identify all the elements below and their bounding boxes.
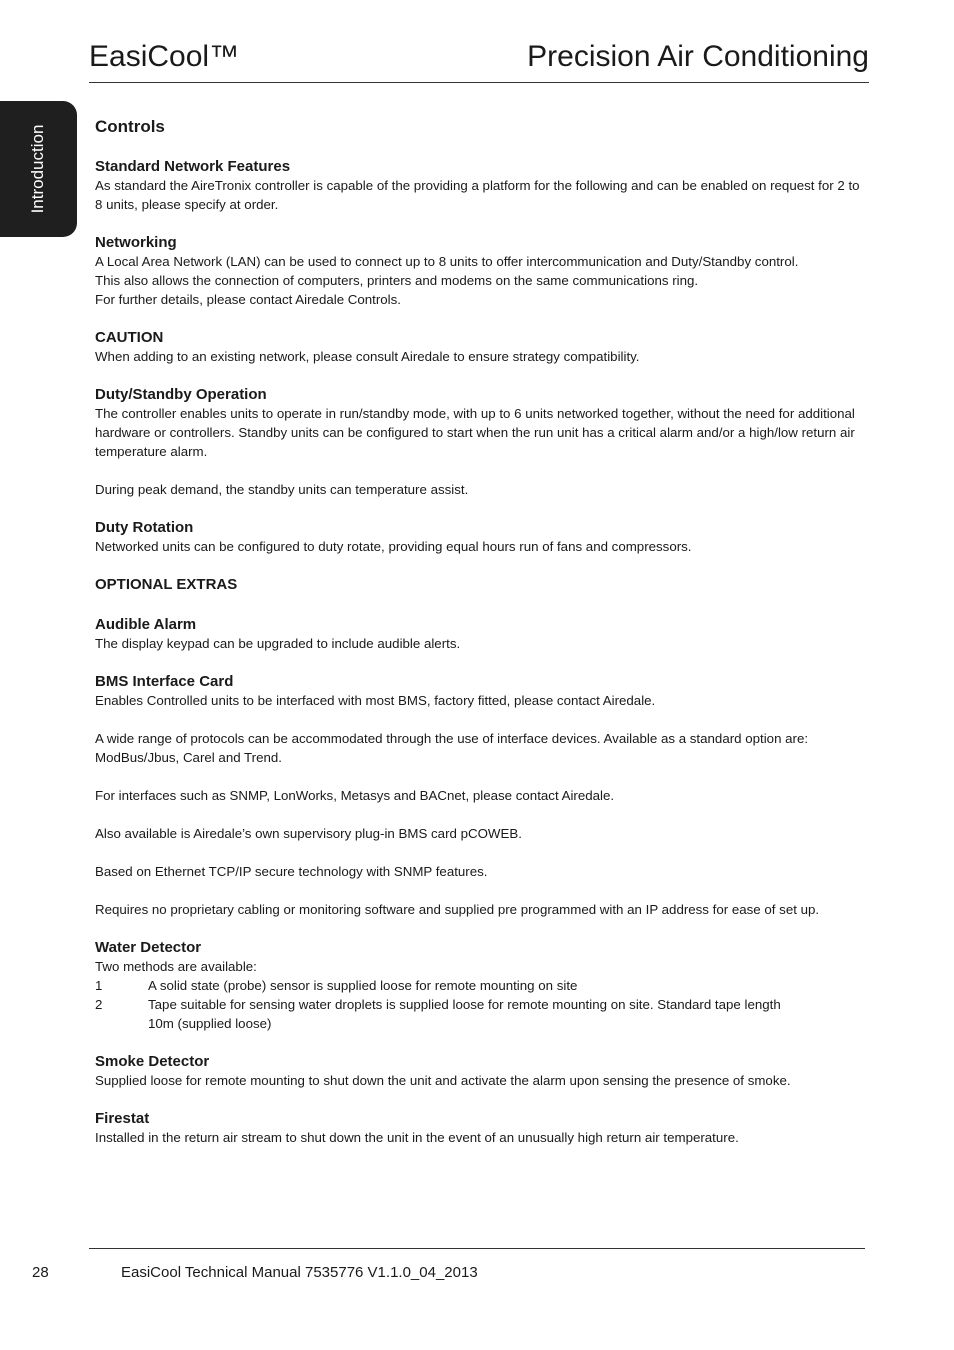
- bms-card-para-1: Enables Controlled units to be interfaced with most BMS, factory fitted, please contact Airedale.: [95, 693, 656, 708]
- standard-network-section: [95, 157, 865, 214]
- bms-card-para-6: Requires no proprietary cabling or monitoring software and supplied pre programmed with an IP address for ease of set up.: [95, 902, 820, 917]
- list-item-number: 1: [95, 978, 103, 993]
- side-tab-introduction: [0, 101, 77, 237]
- audible-alarm-text: The display keypad can be upgraded to include audible alerts.: [95, 636, 461, 651]
- bms-card-section: [95, 672, 865, 919]
- caution-text: When adding to an existing network, please consult Airedale to ensure strategy compatibility.: [95, 349, 640, 364]
- side-tab-label: Introduction: [28, 124, 47, 214]
- networking-section: [95, 233, 865, 309]
- duty-standby-heading: Duty/Standby Operation: [95, 386, 267, 403]
- firestat-section: [95, 1109, 865, 1147]
- bms-card-para-5: Based on Ethernet TCP/IP secure technology with SNMP features.: [95, 864, 488, 879]
- duty-rotation-text: Networked units can be configured to duty rotate, providing equal hours run of fans and compressors.: [95, 539, 692, 554]
- section-title-optional-extras: OPTIONAL EXTRAS: [95, 576, 238, 593]
- firestat-heading: Firestat: [95, 1110, 150, 1127]
- main-content: [95, 116, 865, 1166]
- footer-divider: [89, 1248, 865, 1249]
- duty-standby-para-1: The controller enables units to operate in run/standby mode, with up to 6 units networked together, without the need for additional hardware or controllers. Standby units can be configured to start when the run unit has a critical alarm and/or a high/low return air temperature alarm.: [95, 406, 855, 459]
- duty-standby-section: [95, 385, 865, 499]
- caution-section: [95, 328, 865, 366]
- networking-line-2: This also allows the connection of computers, printers and modems on the same communications ring.: [95, 273, 699, 288]
- networking-line-3: For further details, please contact Airedale Controls.: [95, 292, 401, 307]
- brand-name: EasiCool™: [89, 40, 240, 73]
- duty-rotation-heading: Duty Rotation: [95, 519, 194, 536]
- networking-line-1: A Local Area Network (LAN) can be used to connect up to 8 units to offer intercommunication and Duty/Standby control.: [95, 254, 799, 269]
- bms-card-para-2: A wide range of protocols can be accommodated through the use of interface devices. Available as a standard option are: ModBus/Jbus, Carel and Trend.: [95, 731, 809, 765]
- water-detector-section: [95, 938, 865, 1033]
- bms-card-para-4: Also available is Airedale’s own supervisory plug-in BMS card pCOWEB.: [95, 826, 522, 841]
- bms-card-para-3: For interfaces such as SNMP, LonWorks, Metasys and BACnet, please contact Airedale.: [95, 788, 615, 803]
- list-item-number: 2: [95, 997, 103, 1012]
- list-item: [95, 976, 865, 995]
- smoke-detector-section: [95, 1052, 865, 1090]
- list-item-text: A solid state (probe) sensor is supplied loose for remote mounting on site: [148, 978, 578, 993]
- duty-standby-para-2: During peak demand, the standby units can temperature assist.: [95, 482, 469, 497]
- networking-heading: Networking: [95, 234, 177, 251]
- section-title-controls: Controls: [95, 117, 165, 136]
- duty-rotation-section: [95, 518, 865, 556]
- document-title: Precision Air Conditioning: [527, 40, 869, 73]
- list-item-text: Tape suitable for sensing water droplets is supplied loose for remote mounting on site. Standard tape length 10m (supplied loose): [148, 997, 781, 1031]
- bms-card-heading: BMS Interface Card: [95, 673, 234, 690]
- water-detector-heading: Water Detector: [95, 939, 202, 956]
- firestat-text: Installed in the return air stream to shut down the unit in the event of an unusually high return air temperature.: [95, 1130, 739, 1145]
- caution-heading: CAUTION: [95, 329, 164, 346]
- audible-alarm-section: [95, 615, 865, 653]
- smoke-detector-text: Supplied loose for remote mounting to shut down the unit and activate the alarm upon sensing the presence of smoke.: [95, 1073, 791, 1088]
- page-number: 28: [32, 1264, 49, 1281]
- footer-document-id: EasiCool Technical Manual 7535776 V1.1.0_04_2013: [121, 1264, 478, 1281]
- smoke-detector-heading: Smoke Detector: [95, 1053, 210, 1070]
- audible-alarm-heading: Audible Alarm: [95, 616, 197, 633]
- list-item: [95, 995, 865, 1033]
- water-detector-intro: Two methods are available:: [95, 959, 257, 974]
- standard-network-heading: Standard Network Features: [95, 158, 291, 175]
- page-header: [89, 38, 869, 83]
- standard-network-text: As standard the AireTronix controller is capable of the providing a platform for the following and can be enabled on request for 2 to 8 units, please specify at order.: [95, 178, 860, 212]
